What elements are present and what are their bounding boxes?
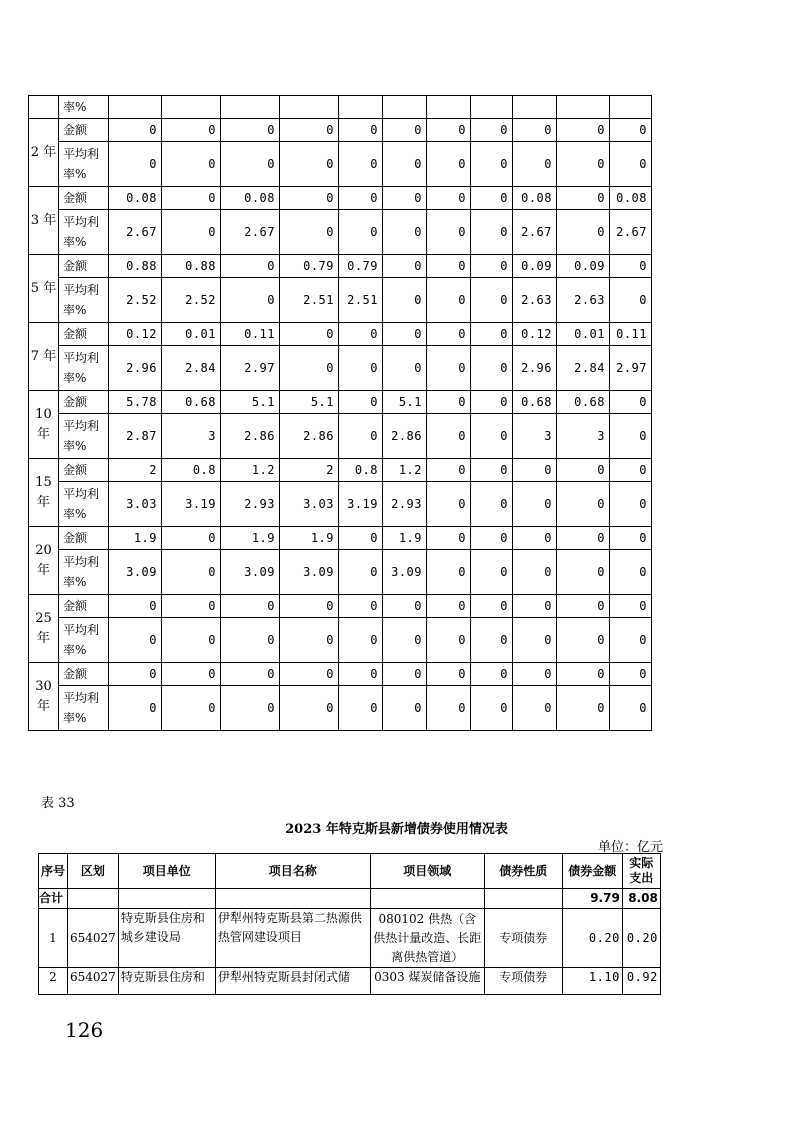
- amount-cell: 0.88: [162, 255, 221, 278]
- amount-cell: 0: [339, 663, 383, 686]
- amount-cell: 0: [162, 663, 221, 686]
- amount-label: 金额: [59, 323, 109, 346]
- table-row: [29, 482, 652, 527]
- amount-cell: 0: [610, 255, 652, 278]
- rate-cell: 0: [471, 346, 513, 391]
- amount-cell: 0.68: [513, 391, 557, 414]
- rate-cell: 3.19: [339, 482, 383, 527]
- rate-cell: 0: [162, 210, 221, 255]
- amount-cell: 0.09: [513, 255, 557, 278]
- rate-cell: 3: [162, 414, 221, 459]
- amount-cell: 0.12: [513, 323, 557, 346]
- header-cell: 债券金额: [562, 854, 622, 889]
- bond-usage-table: [38, 853, 661, 995]
- amount-cell: 5.1: [221, 391, 280, 414]
- rate-cell: 0: [280, 346, 339, 391]
- table-row: [29, 527, 652, 550]
- rate-cell: 2.93: [383, 482, 427, 527]
- amount-cell: 5.1: [280, 391, 339, 414]
- amount-cell: 0: [109, 119, 162, 142]
- amount-cell: 0: [162, 187, 221, 210]
- table-row: [29, 346, 652, 391]
- amount-cell: 0.01: [557, 323, 610, 346]
- amount-cell: 1.9: [109, 527, 162, 550]
- bond-type: 专项债券: [484, 909, 562, 968]
- header-cell: 项目领域: [370, 854, 484, 889]
- rate-label: 平均利率%: [59, 550, 109, 595]
- rate-cell: 0: [427, 142, 471, 187]
- total-amount: 9.79: [562, 889, 622, 909]
- amount-label: 金额: [59, 459, 109, 482]
- rate-cell: 0: [221, 278, 280, 323]
- rate-cell: 0: [471, 482, 513, 527]
- amount-cell: 0.8: [162, 459, 221, 482]
- amount-cell: 0: [280, 663, 339, 686]
- amount-cell: 0.11: [221, 323, 280, 346]
- rate-cell: 0: [383, 278, 427, 323]
- amount-cell: 0: [471, 663, 513, 686]
- amount-cell: 2: [280, 459, 339, 482]
- amount-cell: 0: [471, 595, 513, 618]
- rate-cell: 0: [383, 142, 427, 187]
- rate-cell: 3.19: [162, 482, 221, 527]
- amount-cell: 0.12: [109, 323, 162, 346]
- amount-cell: 0: [471, 527, 513, 550]
- header-cell: 序号: [39, 854, 68, 889]
- rate-cell: 2.63: [513, 278, 557, 323]
- project-field: 0303 煤炭储备设施: [370, 968, 484, 995]
- page-number: 126: [65, 1018, 104, 1042]
- amount-cell: 0: [221, 255, 280, 278]
- amount-cell: 0.08: [221, 187, 280, 210]
- amount-cell: 0.08: [610, 187, 652, 210]
- total-label: 合计: [39, 889, 68, 909]
- amount-cell: 0: [383, 255, 427, 278]
- amount-cell: 0: [221, 595, 280, 618]
- amount-cell: 0: [339, 119, 383, 142]
- amount-cell: 0: [610, 119, 652, 142]
- amount-cell: 5.1: [383, 391, 427, 414]
- amount-cell: 0: [383, 119, 427, 142]
- bond-amount: 0.20: [562, 909, 622, 968]
- region-code: 654027: [68, 909, 119, 968]
- rate-cell: 2.67: [221, 210, 280, 255]
- amount-cell: 0: [557, 187, 610, 210]
- header-row: [39, 854, 661, 889]
- rate-label: 平均利率%: [59, 278, 109, 323]
- rate-cell: 0: [557, 618, 610, 663]
- rate-label: 平均利率%: [59, 686, 109, 731]
- rate-cell: 3: [557, 414, 610, 459]
- amount-cell: 0.08: [109, 187, 162, 210]
- table-row: [29, 459, 652, 482]
- amount-cell: 0: [339, 323, 383, 346]
- amount-cell: 0: [383, 187, 427, 210]
- rate-cell: 3.09: [383, 550, 427, 595]
- bond-term-table: [28, 95, 652, 731]
- term-label: 7 年: [29, 323, 59, 391]
- amount-label: 金额: [59, 255, 109, 278]
- amount-cell: 0: [221, 663, 280, 686]
- rate-cell: 0: [221, 686, 280, 731]
- header-cell: 区划: [68, 854, 119, 889]
- rate-cell: 0: [221, 142, 280, 187]
- amount-label: 金额: [59, 391, 109, 414]
- rate-cell: 0: [471, 210, 513, 255]
- term-label: 10 年: [29, 391, 59, 459]
- rate-cell: 2.96: [109, 346, 162, 391]
- project-name: 伊犁州特克斯县第二热源供热管网建设项目: [215, 909, 370, 968]
- table-row: [29, 278, 652, 323]
- row-number: 2: [39, 968, 68, 995]
- bond-amount: 1.10: [562, 968, 622, 995]
- rate-cell: 0: [383, 210, 427, 255]
- amount-cell: 0: [427, 391, 471, 414]
- rate-cell: 2.86: [383, 414, 427, 459]
- rate-cell: 0: [610, 686, 652, 731]
- rate-cell: 0: [339, 142, 383, 187]
- amount-cell: 0: [610, 663, 652, 686]
- rate-cell: 0: [557, 550, 610, 595]
- rate-cell: 2.51: [339, 278, 383, 323]
- rate-label: 平均利率%: [59, 618, 109, 663]
- amount-cell: 1.9: [221, 527, 280, 550]
- rate-cell: 0: [427, 618, 471, 663]
- rate-cell: 0: [339, 550, 383, 595]
- rate-cell: 0: [610, 482, 652, 527]
- header-cell: 项目单位: [118, 854, 215, 889]
- rate-cell: 0: [610, 414, 652, 459]
- table-row: [39, 909, 661, 968]
- table-row: [29, 391, 652, 414]
- amount-label: 金额: [59, 663, 109, 686]
- rate-cell: 0: [280, 686, 339, 731]
- amount-cell: 0.79: [339, 255, 383, 278]
- rate-label: 平均利率%: [59, 142, 109, 187]
- amount-cell: 1.9: [383, 527, 427, 550]
- rate-cell: 3.09: [109, 550, 162, 595]
- amount-cell: 0: [427, 187, 471, 210]
- rate-cell: 2.67: [610, 210, 652, 255]
- rate-cell: 0: [280, 210, 339, 255]
- table-row: [29, 210, 652, 255]
- header-cell: 债券性质: [484, 854, 562, 889]
- rate-cell: 0: [471, 550, 513, 595]
- amount-cell: 0: [427, 255, 471, 278]
- amount-cell: 0: [427, 663, 471, 686]
- term-label: 3 年: [29, 187, 59, 255]
- amount-cell: 0.68: [162, 391, 221, 414]
- amount-cell: 0: [109, 663, 162, 686]
- table-row: [29, 686, 652, 731]
- header-cell: 实际支出: [622, 854, 660, 889]
- rate-cell: 0: [339, 686, 383, 731]
- rate-cell: 0: [339, 618, 383, 663]
- rate-cell: 0: [471, 414, 513, 459]
- amount-label: 金额: [59, 595, 109, 618]
- table-row: [29, 255, 652, 278]
- rate-cell: 2.67: [109, 210, 162, 255]
- amount-cell: 0: [162, 595, 221, 618]
- table-row: [29, 414, 652, 459]
- term-label: 30 年: [29, 663, 59, 731]
- rate-label: 平均利率%: [59, 482, 109, 527]
- rate-cell: 0: [339, 346, 383, 391]
- amount-cell: 0: [280, 119, 339, 142]
- table-row: [29, 119, 652, 142]
- rate-cell: 0: [383, 618, 427, 663]
- amount-cell: 0: [610, 459, 652, 482]
- amount-cell: 0.8: [339, 459, 383, 482]
- rate-cell: 0: [610, 142, 652, 187]
- amount-cell: 0: [427, 527, 471, 550]
- row-label: 率%: [59, 96, 109, 119]
- amount-cell: 1.2: [221, 459, 280, 482]
- rate-cell: 2.93: [221, 482, 280, 527]
- rate-cell: 3: [513, 414, 557, 459]
- rate-cell: 2.51: [280, 278, 339, 323]
- rate-cell: 0: [339, 210, 383, 255]
- rate-cell: 0: [280, 618, 339, 663]
- amount-cell: 2: [109, 459, 162, 482]
- table-row: [39, 968, 661, 995]
- amount-cell: 0.88: [109, 255, 162, 278]
- rate-cell: 0: [471, 142, 513, 187]
- amount-cell: 0.79: [280, 255, 339, 278]
- table-title: 2023 年特克斯县新增债券使用情况表: [285, 822, 508, 837]
- amount-cell: 5.78: [109, 391, 162, 414]
- table-row: [29, 96, 652, 119]
- rate-cell: 0: [513, 618, 557, 663]
- rate-cell: 0: [471, 618, 513, 663]
- rate-cell: 0: [427, 482, 471, 527]
- rate-cell: 0: [383, 346, 427, 391]
- table-row: [29, 142, 652, 187]
- term-label: 20 年: [29, 527, 59, 595]
- rate-cell: 0: [280, 142, 339, 187]
- amount-cell: 0: [427, 323, 471, 346]
- amount-cell: 0: [610, 595, 652, 618]
- project-name: 伊犁州特克斯县封闭式储: [215, 968, 370, 995]
- rate-cell: 2.86: [280, 414, 339, 459]
- amount-cell: 0.09: [557, 255, 610, 278]
- total-spent: 8.08: [622, 889, 660, 909]
- rate-cell: 2.97: [610, 346, 652, 391]
- amount-cell: 0: [557, 527, 610, 550]
- rate-cell: 0: [109, 618, 162, 663]
- term-label: 15 年: [29, 459, 59, 527]
- amount-label: 金额: [59, 187, 109, 210]
- amount-cell: 0.08: [513, 187, 557, 210]
- rate-cell: 0: [610, 278, 652, 323]
- amount-cell: 0: [513, 527, 557, 550]
- rate-cell: 0: [109, 686, 162, 731]
- rate-cell: 0: [610, 550, 652, 595]
- rate-cell: 2.87: [109, 414, 162, 459]
- rate-cell: 0: [557, 142, 610, 187]
- amount-cell: 0: [221, 119, 280, 142]
- rate-cell: 0: [513, 550, 557, 595]
- rate-cell: 2.63: [557, 278, 610, 323]
- term-label: 2 年: [29, 119, 59, 187]
- amount-cell: 0.11: [610, 323, 652, 346]
- amount-cell: 0: [471, 255, 513, 278]
- rate-cell: 0: [383, 686, 427, 731]
- rate-cell: 0: [162, 618, 221, 663]
- amount-cell: 0: [610, 391, 652, 414]
- amount-cell: 0: [513, 595, 557, 618]
- table-row: [29, 663, 652, 686]
- amount-cell: 0: [427, 119, 471, 142]
- rate-cell: 0: [513, 142, 557, 187]
- table-row: [29, 595, 652, 618]
- amount-cell: 0: [162, 527, 221, 550]
- amount-cell: 0: [557, 459, 610, 482]
- rate-cell: 0: [162, 686, 221, 731]
- term-label: 5 年: [29, 255, 59, 323]
- rate-cell: 0: [557, 686, 610, 731]
- table-row: [29, 550, 652, 595]
- amount-cell: 0: [109, 595, 162, 618]
- amount-cell: 0: [471, 187, 513, 210]
- rate-cell: 0: [557, 210, 610, 255]
- amount-cell: 0: [280, 187, 339, 210]
- actual-spent: 0.20: [622, 909, 660, 968]
- table-row: [29, 323, 652, 346]
- rate-label: 平均利率%: [59, 346, 109, 391]
- rate-cell: 0: [427, 550, 471, 595]
- amount-cell: 0: [280, 595, 339, 618]
- rate-cell: 3.03: [109, 482, 162, 527]
- amount-cell: 0: [471, 119, 513, 142]
- rate-cell: 0: [109, 142, 162, 187]
- amount-cell: 0: [513, 119, 557, 142]
- actual-spent: 0.92: [622, 968, 660, 995]
- rate-cell: 3.09: [221, 550, 280, 595]
- rate-cell: 0: [513, 482, 557, 527]
- rate-cell: 3.03: [280, 482, 339, 527]
- project-unit: 特克斯县住房和城乡建设局: [118, 909, 215, 968]
- amount-cell: 0: [471, 459, 513, 482]
- rate-cell: 0: [471, 278, 513, 323]
- rate-cell: 2.84: [557, 346, 610, 391]
- region-code: 654027: [68, 968, 119, 995]
- amount-cell: 0: [557, 595, 610, 618]
- rate-cell: 0: [221, 618, 280, 663]
- amount-cell: 0: [339, 595, 383, 618]
- amount-label: 金额: [59, 527, 109, 550]
- rate-cell: 0: [557, 482, 610, 527]
- rate-cell: 0: [427, 210, 471, 255]
- rate-cell: 0: [427, 346, 471, 391]
- rate-cell: 0: [162, 550, 221, 595]
- amount-cell: 0: [513, 459, 557, 482]
- amount-cell: 0: [427, 595, 471, 618]
- bond-type: 专项债券: [484, 968, 562, 995]
- rate-cell: 2.96: [513, 346, 557, 391]
- amount-cell: 0: [339, 527, 383, 550]
- rate-cell: 0: [513, 686, 557, 731]
- amount-cell: 0.68: [557, 391, 610, 414]
- total-row: [39, 889, 661, 909]
- rate-cell: 0: [339, 414, 383, 459]
- rate-cell: 2.67: [513, 210, 557, 255]
- amount-cell: 0: [162, 119, 221, 142]
- rate-cell: 2.97: [221, 346, 280, 391]
- amount-cell: 0: [383, 595, 427, 618]
- rate-cell: 0: [427, 414, 471, 459]
- rate-cell: 3.09: [280, 550, 339, 595]
- rate-label: 平均利率%: [59, 210, 109, 255]
- amount-cell: 0: [383, 663, 427, 686]
- table-caption: 表 33: [41, 796, 75, 811]
- amount-label: 金额: [59, 119, 109, 142]
- amount-cell: 0: [427, 459, 471, 482]
- amount-cell: 0: [471, 391, 513, 414]
- unit-label: 单位：亿元: [598, 840, 664, 855]
- rate-cell: 0: [162, 142, 221, 187]
- amount-cell: 0: [557, 119, 610, 142]
- amount-cell: 0: [339, 391, 383, 414]
- project-unit: 特克斯县住房和: [118, 968, 215, 995]
- row-number: 1: [39, 909, 68, 968]
- amount-cell: 0: [471, 323, 513, 346]
- project-field: 080102 供热（含供热计量改造、长距离供热管道）: [370, 909, 484, 968]
- rate-cell: 0: [471, 686, 513, 731]
- table-row: [29, 187, 652, 210]
- amount-cell: 0: [280, 323, 339, 346]
- header-cell: 项目名称: [215, 854, 370, 889]
- rate-cell: 0: [610, 618, 652, 663]
- amount-cell: 0: [513, 663, 557, 686]
- rate-cell: 2.86: [221, 414, 280, 459]
- amount-cell: 0: [557, 663, 610, 686]
- rate-cell: 2.84: [162, 346, 221, 391]
- amount-cell: 0: [383, 323, 427, 346]
- rate-cell: 0: [427, 278, 471, 323]
- rate-cell: 0: [427, 686, 471, 731]
- rate-cell: 2.52: [109, 278, 162, 323]
- amount-cell: 1.2: [383, 459, 427, 482]
- amount-cell: 0.01: [162, 323, 221, 346]
- amount-cell: 1.9: [280, 527, 339, 550]
- table-row: [29, 618, 652, 663]
- amount-cell: 0: [339, 187, 383, 210]
- rate-label: 平均利率%: [59, 414, 109, 459]
- rate-cell: 2.52: [162, 278, 221, 323]
- amount-cell: 0: [610, 527, 652, 550]
- term-label: 25 年: [29, 595, 59, 663]
